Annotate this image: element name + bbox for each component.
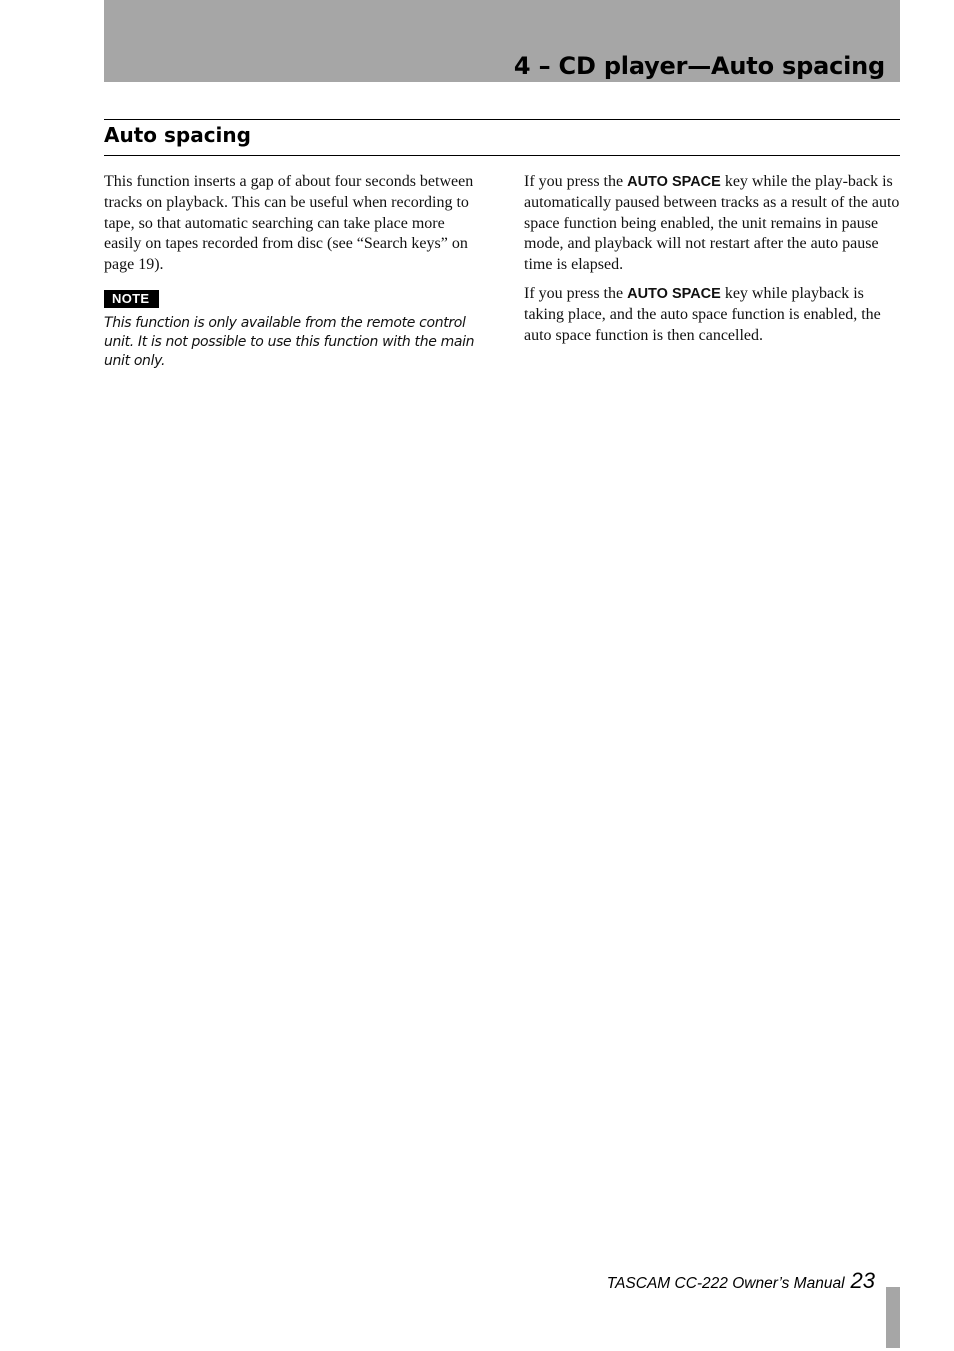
page-footer	[607, 1268, 875, 1294]
playback-paragraph-rest: key while playback is taking place, and the auto space function is enabled, the auto space function is then cancelled.	[524, 284, 881, 344]
left-column	[104, 172, 482, 380]
playback-paragraph-lead: If you press the	[524, 284, 628, 302]
playback-paragraph	[524, 284, 900, 346]
note-badge: NOTE	[104, 290, 159, 308]
chapter-header-band	[104, 0, 900, 82]
intro-paragraph: This function inserts a gap of about four seconds between tracks on playback. This can be useful when recording to tape, so that automatic searching can take place more easily on tapes recorded from disc (see “Search keys” on page 19).	[104, 173, 474, 274]
section-title: Auto spacing	[104, 123, 251, 147]
pause-paragraph-rest: key while the play-back is automatically paused between tracks as a result of the auto space function being enabled, the unit remains in pause mode, and playback will not restart after the auto pause time is elapsed.	[524, 173, 900, 274]
auto-space-key-name: AUTO SPACE	[627, 174, 721, 190]
chapter-title: 4 – CD player—Auto spacing	[513, 52, 885, 80]
pause-paragraph-lead: If you press the	[524, 173, 628, 190]
page-edge-tab	[886, 1287, 900, 1348]
right-column	[524, 172, 900, 354]
pause-paragraph	[524, 172, 900, 276]
auto-space-key-name: AUTO SPACE	[627, 285, 721, 302]
page-number: 23	[850, 1268, 875, 1293]
section-rule-bottom	[104, 155, 900, 156]
note-text: This function is only available from the remote control unit. It is not possible to use this function with the main unit only.	[104, 314, 475, 370]
section-rule-top	[104, 119, 900, 120]
footer-manual-name: TASCAM CC-222 Owner’s Manual	[606, 1275, 845, 1292]
